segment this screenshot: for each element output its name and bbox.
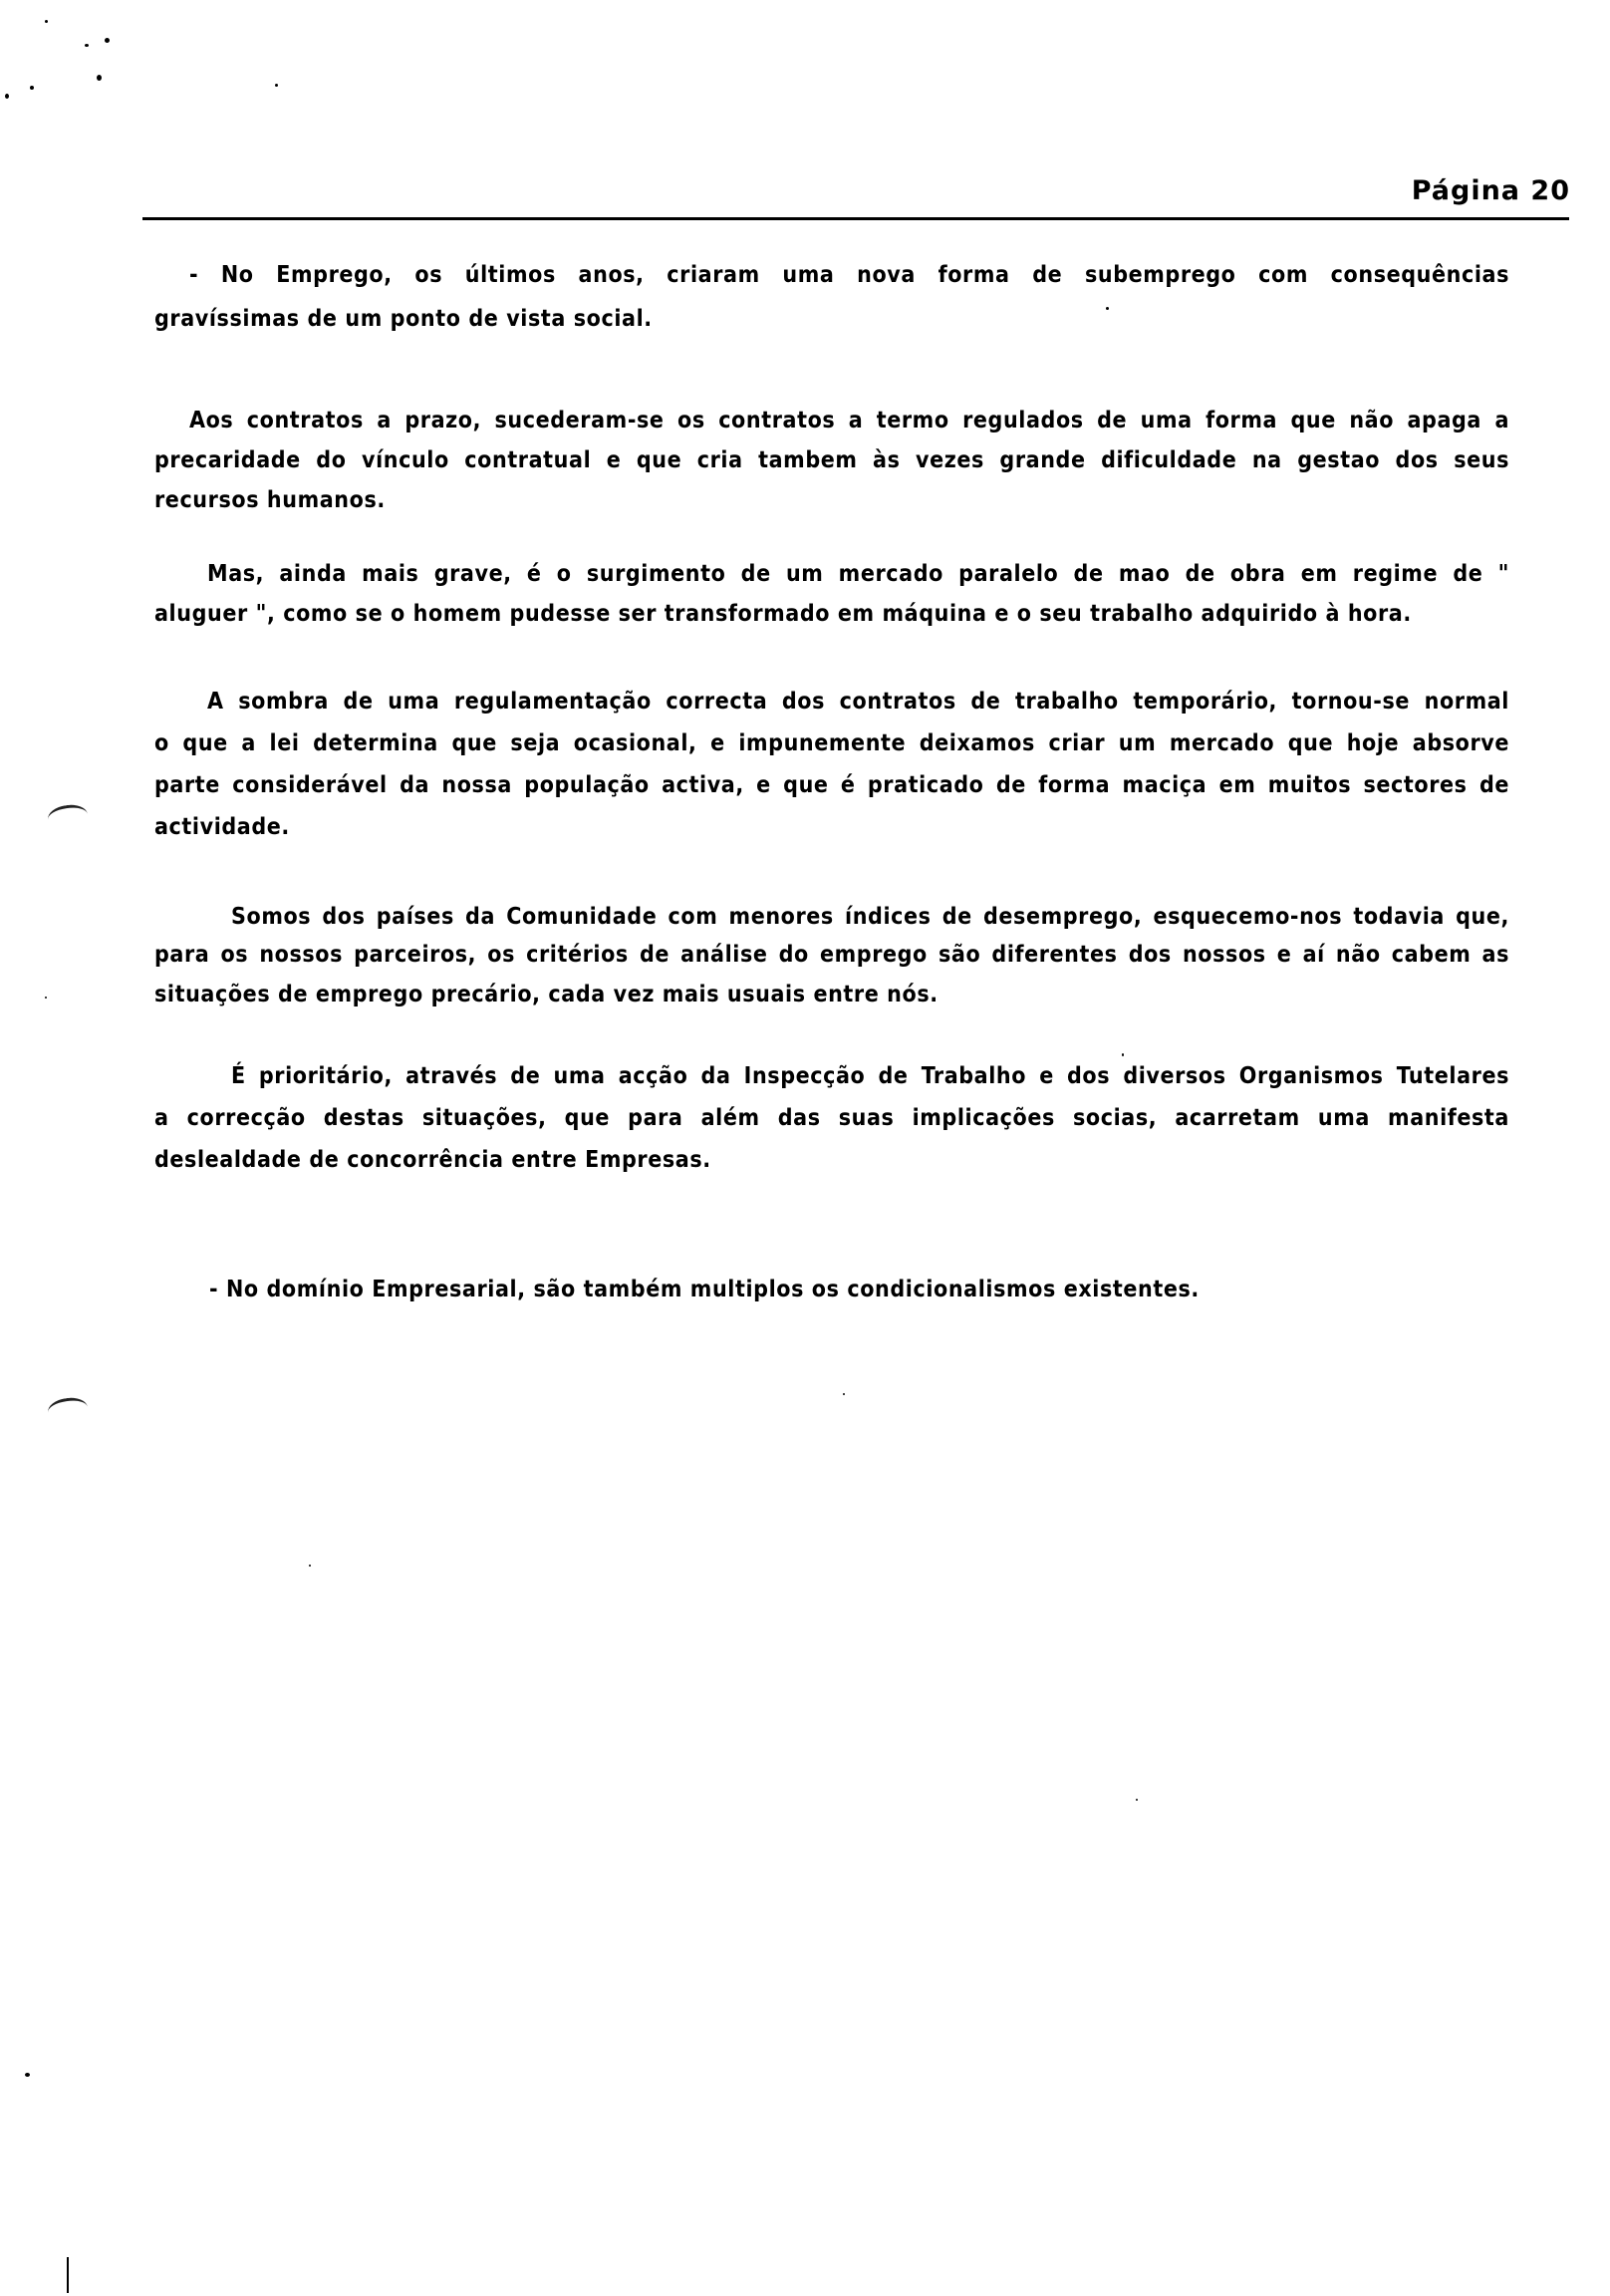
scan-speck: [1122, 1053, 1124, 1056]
page-number: Página 20: [1411, 175, 1570, 206]
scan-speck: [45, 20, 48, 23]
punch-hole-mark: [47, 1395, 90, 1423]
text-line: para os nossos parceiros, os critérios de análise do emprego são diferentes dos nossos e aí não cabem as: [154, 942, 1509, 968]
scan-speck: [1106, 307, 1109, 310]
text-line: deslealdade de concorrência entre Empresas.: [154, 1147, 711, 1173]
text-line: É prioritário, através de uma acção da Inspecção de Trabalho e dos diversos Organismos Tutelares: [231, 1063, 1509, 1089]
text-line: situações de emprego precário, cada vez mais usuais entre nós.: [154, 982, 939, 1007]
scan-speck: [97, 75, 102, 81]
text-line: Mas, ainda mais grave, é o surgimento de um mercado paralelo de mao de obra em regime de ": [207, 561, 1509, 587]
scan-speck: [105, 38, 110, 43]
punch-hole-mark: [47, 802, 90, 830]
text-line: actividade.: [154, 814, 290, 840]
text-line: - No Emprego, os últimos anos, criaram uma nova forma de subemprego com consequências: [189, 262, 1509, 288]
scan-speck: [85, 44, 89, 47]
scan-speck: [5, 94, 9, 99]
text-line: - No domínio Empresarial, são também multiplos os condicionalismos existentes.: [209, 1277, 1200, 1302]
text-line: Somos dos países da Comunidade com menores índices de desemprego, esquecemo-nos todavia que,: [231, 904, 1509, 930]
scan-speck: [309, 1565, 311, 1567]
text-line: precaridade do vínculo contratual e que cria tambem às vezes grande dificuldade na gestao dos seus: [154, 447, 1509, 473]
text-line: a correcção destas situações, que para além das suas implicações socias, acarretam uma manifesta: [154, 1105, 1509, 1131]
text-line: recursos humanos.: [154, 487, 386, 513]
scan-speck: [275, 84, 278, 87]
text-line: gravíssimas de um ponto de vista social.: [154, 306, 653, 332]
scan-speck: [30, 86, 34, 90]
text-line: parte considerável da nossa população activa, e que é praticado de forma maciça em muitos sectores de: [154, 772, 1509, 798]
text-line: A sombra de uma regulamentação correcta dos contratos de trabalho temporário, tornou-se normal: [207, 689, 1509, 715]
scan-speck: [1136, 1799, 1138, 1801]
text-line: aluguer ", como se o homem pudesse ser transformado em máquina e o seu trabalho adquirido à hora.: [154, 601, 1412, 627]
scan-speck: [45, 997, 47, 999]
header-rule: [142, 217, 1569, 220]
scan-speck: [843, 1393, 845, 1395]
text-line: Aos contratos a prazo, sucederam-se os contratos a termo regulados de uma forma que não apaga a: [189, 408, 1509, 433]
scan-speck: [25, 2073, 30, 2077]
edge-mark: [67, 2257, 69, 2293]
text-line: o que a lei determina que seja ocasional, e impunemente deixamos criar um mercado que hoje absorve: [154, 730, 1509, 756]
